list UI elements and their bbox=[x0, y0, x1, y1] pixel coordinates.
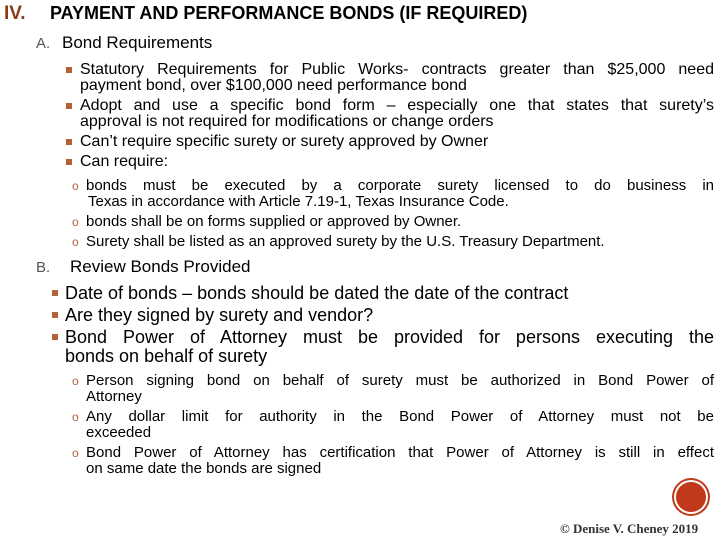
list-item-line: Can require: bbox=[80, 153, 169, 170]
list-item-line: bonds on behalf of surety bbox=[65, 346, 268, 366]
circle-bullet-icon: o bbox=[72, 374, 79, 388]
circle-bullet-icon: o bbox=[72, 215, 79, 229]
heading-b: Review Bonds Provided bbox=[70, 257, 251, 276]
list-item-line: Date of bonds – bonds should be dated the date of the contract bbox=[65, 283, 569, 303]
list-item-line: Can’t require specific surety or surety approved by Owner bbox=[80, 133, 489, 150]
bullet-icon bbox=[52, 334, 58, 340]
list-item-line: Person signing bond on behalf of surety must be authorized in Bond Power of bbox=[86, 372, 714, 389]
list-item-line: approval is not required for modifications or change orders bbox=[80, 113, 494, 130]
list-item-line: Are they signed by surety and vendor? bbox=[65, 305, 374, 325]
circle-bullet-icon: o bbox=[72, 179, 79, 193]
section-number: IV. bbox=[4, 3, 26, 24]
list-item-line: Adopt and use a specific bond form – especially one that states that surety’s bbox=[80, 97, 714, 114]
bullet-icon bbox=[66, 67, 72, 73]
heading-a-letter: A. bbox=[36, 35, 51, 52]
list-item-line: Bond Power of Attorney has certification that Power of Attorney is still in effect bbox=[86, 444, 714, 461]
list-item-line: Statutory Requirements for Public Works- contracts greater than $25,000 need bbox=[80, 61, 714, 78]
seal-icon bbox=[676, 482, 706, 512]
list-item-line: bonds must be executed by a corporate surety licensed to do business in bbox=[86, 177, 714, 194]
list-item-line: exceeded bbox=[86, 424, 152, 441]
list-item-line: Any dollar limit for authority in the Bond Power of Attorney must not be bbox=[86, 408, 714, 425]
bullet-icon bbox=[52, 290, 58, 296]
circle-bullet-icon: o bbox=[72, 410, 79, 424]
heading-a: Bond Requirements bbox=[62, 33, 213, 52]
page-title: PAYMENT AND PERFORMANCE BONDS (IF REQUIRED) bbox=[50, 3, 528, 23]
bullet-icon bbox=[66, 139, 72, 145]
list-item-line: Bond Power of Attorney must be provided for persons executing the bbox=[65, 327, 714, 347]
circle-bullet-icon: o bbox=[72, 235, 79, 249]
circle-bullet-icon: o bbox=[72, 446, 79, 460]
list-item-line: on same date the bonds are signed bbox=[86, 460, 322, 477]
list-item-line: bonds shall be on forms supplied or approved by Owner. bbox=[86, 213, 462, 230]
list-item-line: Texas in accordance with Article 7.19-1, Texas Insurance Code. bbox=[88, 193, 509, 210]
heading-b-letter: B. bbox=[36, 259, 51, 276]
copyright: © Denise V. Cheney 2019 bbox=[560, 521, 699, 536]
list-item-line: Attorney bbox=[86, 388, 142, 405]
bullet-icon bbox=[66, 159, 72, 165]
bullet-icon bbox=[52, 312, 58, 318]
bullet-icon bbox=[66, 103, 72, 109]
list-item-line: Surety shall be listed as an approved surety by the U.S. Treasury Department. bbox=[86, 233, 605, 250]
list-item-line: payment bond, over $100,000 need performance bond bbox=[80, 77, 467, 94]
